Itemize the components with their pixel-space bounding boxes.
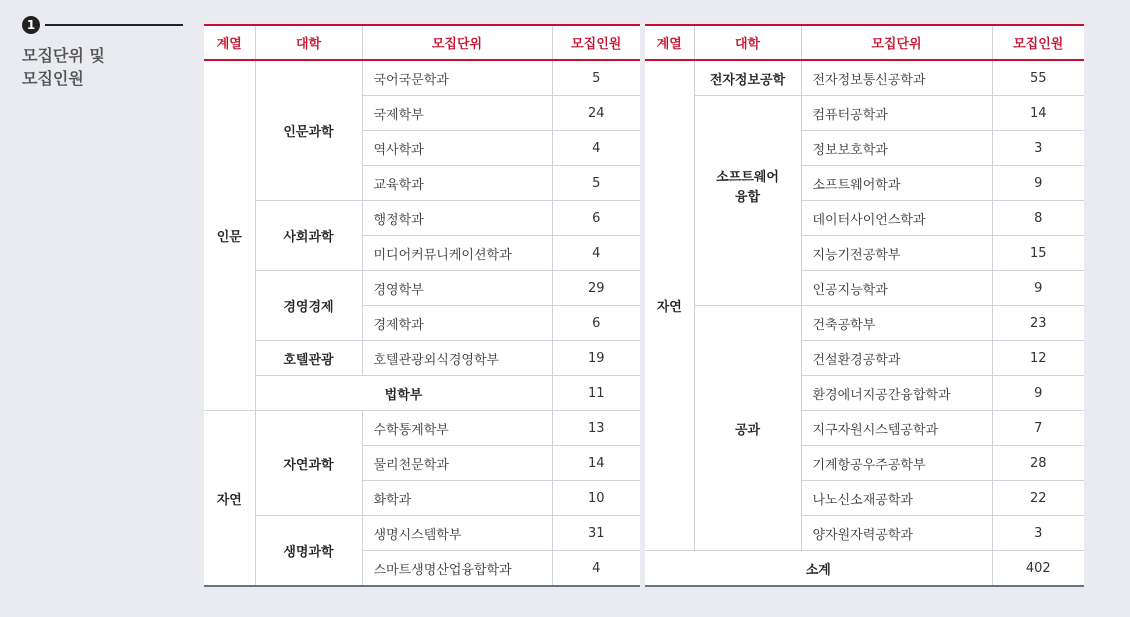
section-divider-line (45, 24, 183, 26)
header-count: 모집인원 (992, 25, 1084, 60)
unit-cell: 전자정보통신공학과 (801, 60, 992, 96)
admission-table-right (645, 24, 1084, 587)
count-cell: 13 (552, 411, 640, 446)
college-electronics: 전자정보공학 (694, 60, 801, 96)
count-cell: 3 (992, 131, 1084, 166)
count-cell: 9 (992, 166, 1084, 201)
unit-cell: 건설환경공학과 (801, 341, 992, 376)
header-unit: 모집단위 (801, 25, 992, 60)
table-row (204, 271, 640, 306)
admission-table-left (204, 24, 640, 587)
header-count: 모집인원 (552, 25, 640, 60)
header-college: 대학 (694, 25, 801, 60)
count-cell: 22 (992, 481, 1084, 516)
count-cell: 12 (992, 341, 1084, 376)
college-engineering: 공과 (694, 306, 801, 551)
unit-cell: 데이터사이언스학과 (801, 201, 992, 236)
count-cell: 19 (552, 341, 640, 376)
unit-cell: 건축공학부 (801, 306, 992, 341)
unit-cell: 행정학과 (362, 201, 552, 236)
unit-cell: 국어국문학과 (362, 60, 552, 96)
table-row (645, 96, 1084, 131)
series-natural: 자연 (204, 411, 255, 587)
college-software-label: 소프트웨어 융합 (716, 170, 779, 205)
subtotal-value: 402 (992, 551, 1084, 587)
unit-cell: 호텔관광외식경영학부 (362, 341, 552, 376)
table-row (204, 341, 640, 376)
count-cell: 6 (552, 306, 640, 341)
count-cell: 31 (552, 516, 640, 551)
section-number-badge: 1 (22, 16, 40, 34)
section-header (22, 16, 192, 90)
unit-cell: 양자원자력공학과 (801, 516, 992, 551)
college-natural: 자연과학 (255, 411, 362, 516)
table-header-row (645, 25, 1084, 60)
count-cell: 24 (552, 96, 640, 131)
count-cell: 14 (992, 96, 1084, 131)
unit-cell: 미디어커뮤니케이션학과 (362, 236, 552, 271)
count-cell: 11 (552, 376, 640, 411)
college-humanities: 인문과학 (255, 60, 362, 201)
subtotal-label: 소계 (645, 551, 992, 587)
count-cell: 8 (992, 201, 1084, 236)
unit-cell: 지능기전공학부 (801, 236, 992, 271)
table-row (204, 516, 640, 551)
table-row (204, 60, 640, 96)
unit-cell: 생명시스템학부 (362, 516, 552, 551)
header-series: 계열 (204, 25, 255, 60)
unit-cell: 수학통계학부 (362, 411, 552, 446)
section-number-row (22, 16, 192, 34)
unit-cell: 경영학부 (362, 271, 552, 306)
count-cell: 7 (992, 411, 1084, 446)
college-business: 경영경제 (255, 271, 362, 341)
count-cell: 28 (992, 446, 1084, 481)
unit-cell: 교육학과 (362, 166, 552, 201)
unit-cell: 물리천문학과 (362, 446, 552, 481)
college-law: 법학부 (255, 376, 552, 411)
unit-cell: 화학과 (362, 481, 552, 516)
table-row (645, 60, 1084, 96)
count-cell: 9 (992, 271, 1084, 306)
unit-cell: 인공지능학과 (801, 271, 992, 306)
count-cell: 29 (552, 271, 640, 306)
header-series: 계열 (645, 25, 694, 60)
count-cell: 5 (552, 60, 640, 96)
header-college: 대학 (255, 25, 362, 60)
header-unit: 모집단위 (362, 25, 552, 60)
unit-cell: 정보보호학과 (801, 131, 992, 166)
unit-cell: 소프트웨어학과 (801, 166, 992, 201)
table-header-row (204, 25, 640, 60)
unit-cell: 경제학과 (362, 306, 552, 341)
count-cell: 4 (552, 131, 640, 166)
unit-cell: 스마트생명산업융합학과 (362, 551, 552, 587)
unit-cell: 컴퓨터공학과 (801, 96, 992, 131)
subtotal-row (645, 551, 1084, 587)
count-cell: 14 (552, 446, 640, 481)
count-cell: 9 (992, 376, 1084, 411)
count-cell: 10 (552, 481, 640, 516)
series-natural-engineering: 자연 (645, 60, 694, 551)
series-humanities: 인문 (204, 60, 255, 411)
count-cell: 15 (992, 236, 1084, 271)
college-social: 사회과학 (255, 201, 362, 271)
table-row (204, 376, 640, 411)
table-row (204, 201, 640, 236)
college-hotel: 호텔관광 (255, 341, 362, 376)
unit-cell: 역사학과 (362, 131, 552, 166)
count-cell: 6 (552, 201, 640, 236)
unit-cell: 환경에너지공간융합학과 (801, 376, 992, 411)
table-row (204, 411, 640, 446)
count-cell: 3 (992, 516, 1084, 551)
section-title: 모집단위 및 모집인원 (22, 46, 105, 88)
unit-cell: 지구자원시스템공학과 (801, 411, 992, 446)
count-cell: 5 (552, 166, 640, 201)
unit-cell: 국제학부 (362, 96, 552, 131)
unit-cell: 기계항공우주공학부 (801, 446, 992, 481)
college-software (694, 96, 801, 306)
count-cell: 55 (992, 60, 1084, 96)
count-cell: 23 (992, 306, 1084, 341)
count-cell: 4 (552, 236, 640, 271)
unit-cell: 나노신소재공학과 (801, 481, 992, 516)
college-life: 생명과학 (255, 516, 362, 587)
table-row (645, 306, 1084, 341)
count-cell: 4 (552, 551, 640, 587)
